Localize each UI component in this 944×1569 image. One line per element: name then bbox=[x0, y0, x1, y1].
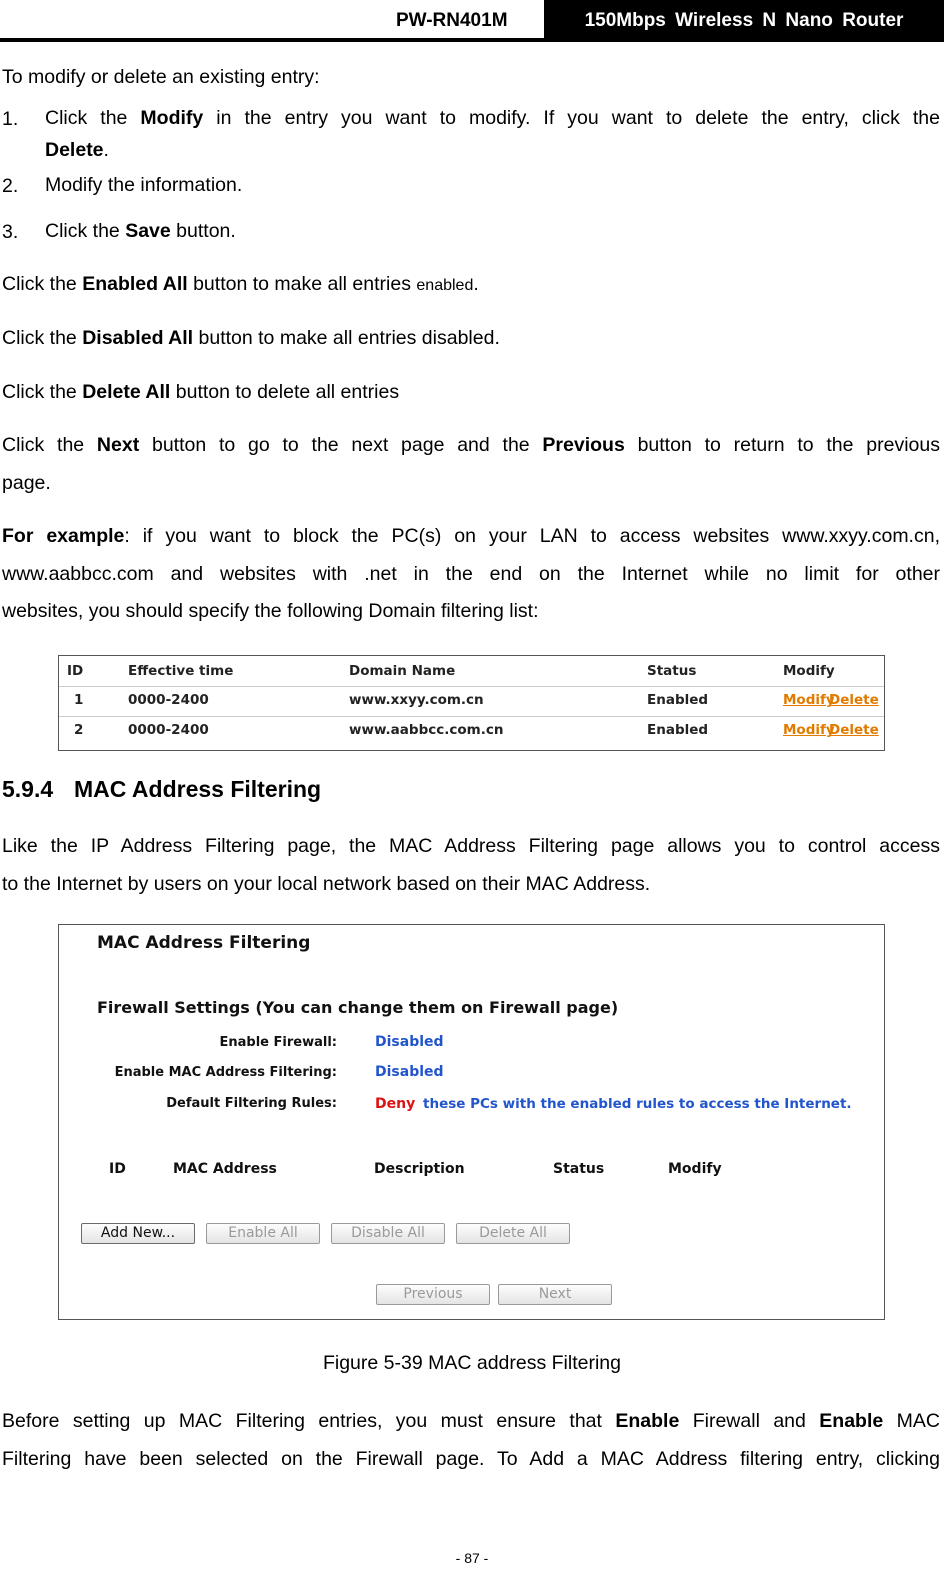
row-1-delete-link[interactable]: Delete bbox=[829, 692, 879, 708]
step-3-number: 3. bbox=[2, 221, 19, 243]
col-mac-address: MAC Address bbox=[173, 1161, 277, 1177]
row-1-modify-link[interactable]: Modify bbox=[783, 692, 835, 708]
row-1-time: 0000-2400 bbox=[128, 692, 209, 708]
row-1-status: Enabled bbox=[647, 692, 709, 708]
enable-all-button[interactable]: Enable All bbox=[206, 1223, 320, 1244]
para-enabled-all: Click the Enabled All button to make all entries enabled. bbox=[2, 273, 479, 295]
section-body-2: to the Internet by users on your local network based on their MAC Address. bbox=[2, 873, 651, 895]
col-modify: Modify bbox=[783, 663, 835, 679]
header-model: PW-RN401M bbox=[396, 10, 508, 31]
firewall-settings-heading: Firewall Settings (You can change them on Firewall page) bbox=[97, 998, 619, 1017]
row-2-modify-link[interactable]: Modify bbox=[783, 722, 835, 738]
default-rules-deny: Deny bbox=[375, 1096, 416, 1112]
col-id: ID bbox=[109, 1161, 126, 1177]
para-disabled-all: Click the Disabled All button to make all entries disabled. bbox=[2, 327, 500, 349]
enable-mac-filtering-value: Disabled bbox=[375, 1064, 444, 1080]
previous-button[interactable]: Previous bbox=[376, 1284, 490, 1305]
para-example-1: For example: if you want to block the PC(s) on your LAN to access websites www.xxyy.com.cn, bbox=[2, 525, 940, 547]
step-3-text: Click the Save button. bbox=[45, 220, 236, 242]
final-para-1: Before setting up MAC Filtering entries, you must ensure that Enable Firewall and Enable MAC bbox=[2, 1410, 940, 1432]
para-next-prev-cont: page. bbox=[2, 472, 51, 494]
next-button[interactable]: Next bbox=[498, 1284, 612, 1305]
mac-screen-title: MAC Address Filtering bbox=[97, 933, 311, 953]
row-2-time: 0000-2400 bbox=[128, 722, 209, 738]
add-new-button[interactable]: Add New... bbox=[81, 1223, 195, 1244]
row-1-id: 1 bbox=[74, 692, 84, 708]
col-status: Status bbox=[553, 1161, 605, 1177]
intro-text: To modify or delete an existing entry: bbox=[2, 66, 320, 88]
col-status: Status bbox=[647, 663, 697, 679]
col-id: ID bbox=[67, 663, 84, 679]
row-divider bbox=[59, 686, 884, 687]
row-2-status: Enabled bbox=[647, 722, 709, 738]
step-1-text-cont: Delete. bbox=[45, 139, 109, 161]
step-2-number: 2. bbox=[2, 175, 19, 197]
row-1-domain: www.xxyy.com.cn bbox=[349, 692, 484, 708]
para-delete-all: Click the Delete All button to delete all entries bbox=[2, 381, 400, 403]
default-rules-label: Default Filtering Rules: bbox=[166, 1096, 337, 1111]
para-example-3: websites, you should specify the following Domain filtering list: bbox=[2, 600, 539, 622]
section-body-1: Like the IP Address Filtering page, the MAC Address Filtering page allows you to control access bbox=[2, 835, 940, 857]
step-2-text: Modify the information. bbox=[45, 174, 243, 196]
default-rules-text: these PCs with the enabled rules to access the Internet. bbox=[423, 1096, 852, 1112]
enable-firewall-label: Enable Firewall: bbox=[219, 1035, 337, 1050]
row-2-domain: www.aabbcc.com.cn bbox=[349, 722, 504, 738]
section-heading: 5.9.4 MAC Address Filtering bbox=[2, 776, 322, 802]
col-modify: Modify bbox=[668, 1161, 722, 1177]
mac-filtering-screenshot bbox=[58, 924, 885, 1320]
domain-filter-table bbox=[58, 655, 885, 751]
page-number: - 87 - bbox=[455, 1550, 489, 1566]
disable-all-button[interactable]: Disable All bbox=[331, 1223, 445, 1244]
step-1-text: Click the Modify in the entry you want to modify. If you want to delete the entry, click the bbox=[45, 107, 940, 129]
row-divider bbox=[59, 716, 884, 717]
figure-caption: Figure 5-39 MAC address Filtering bbox=[322, 1352, 622, 1374]
enable-mac-filtering-label: Enable MAC Address Filtering: bbox=[114, 1065, 337, 1080]
page-header bbox=[0, 0, 944, 42]
delete-all-button[interactable]: Delete All bbox=[456, 1223, 570, 1244]
col-domain-name: Domain Name bbox=[349, 663, 456, 679]
enable-firewall-value: Disabled bbox=[375, 1034, 444, 1050]
row-2-id: 2 bbox=[74, 722, 84, 738]
final-para-2: Filtering have been selected on the Firewall page. To Add a MAC Address filtering entry, clicking bbox=[2, 1448, 940, 1470]
header-rule bbox=[0, 38, 944, 42]
para-next-prev: Click the Next button to go to the next page and the Previous button to return to the previous bbox=[2, 434, 940, 456]
step-1-number: 1. bbox=[2, 108, 19, 130]
header-title: 150Mbps Wireless N Nano Router bbox=[544, 0, 944, 38]
para-example-2: www.aabbcc.com and websites with .net in the end on the Internet while no limit for other bbox=[2, 563, 940, 585]
col-effective-time: Effective time bbox=[128, 663, 234, 679]
row-2-delete-link[interactable]: Delete bbox=[829, 722, 879, 738]
col-description: Description bbox=[374, 1161, 465, 1177]
